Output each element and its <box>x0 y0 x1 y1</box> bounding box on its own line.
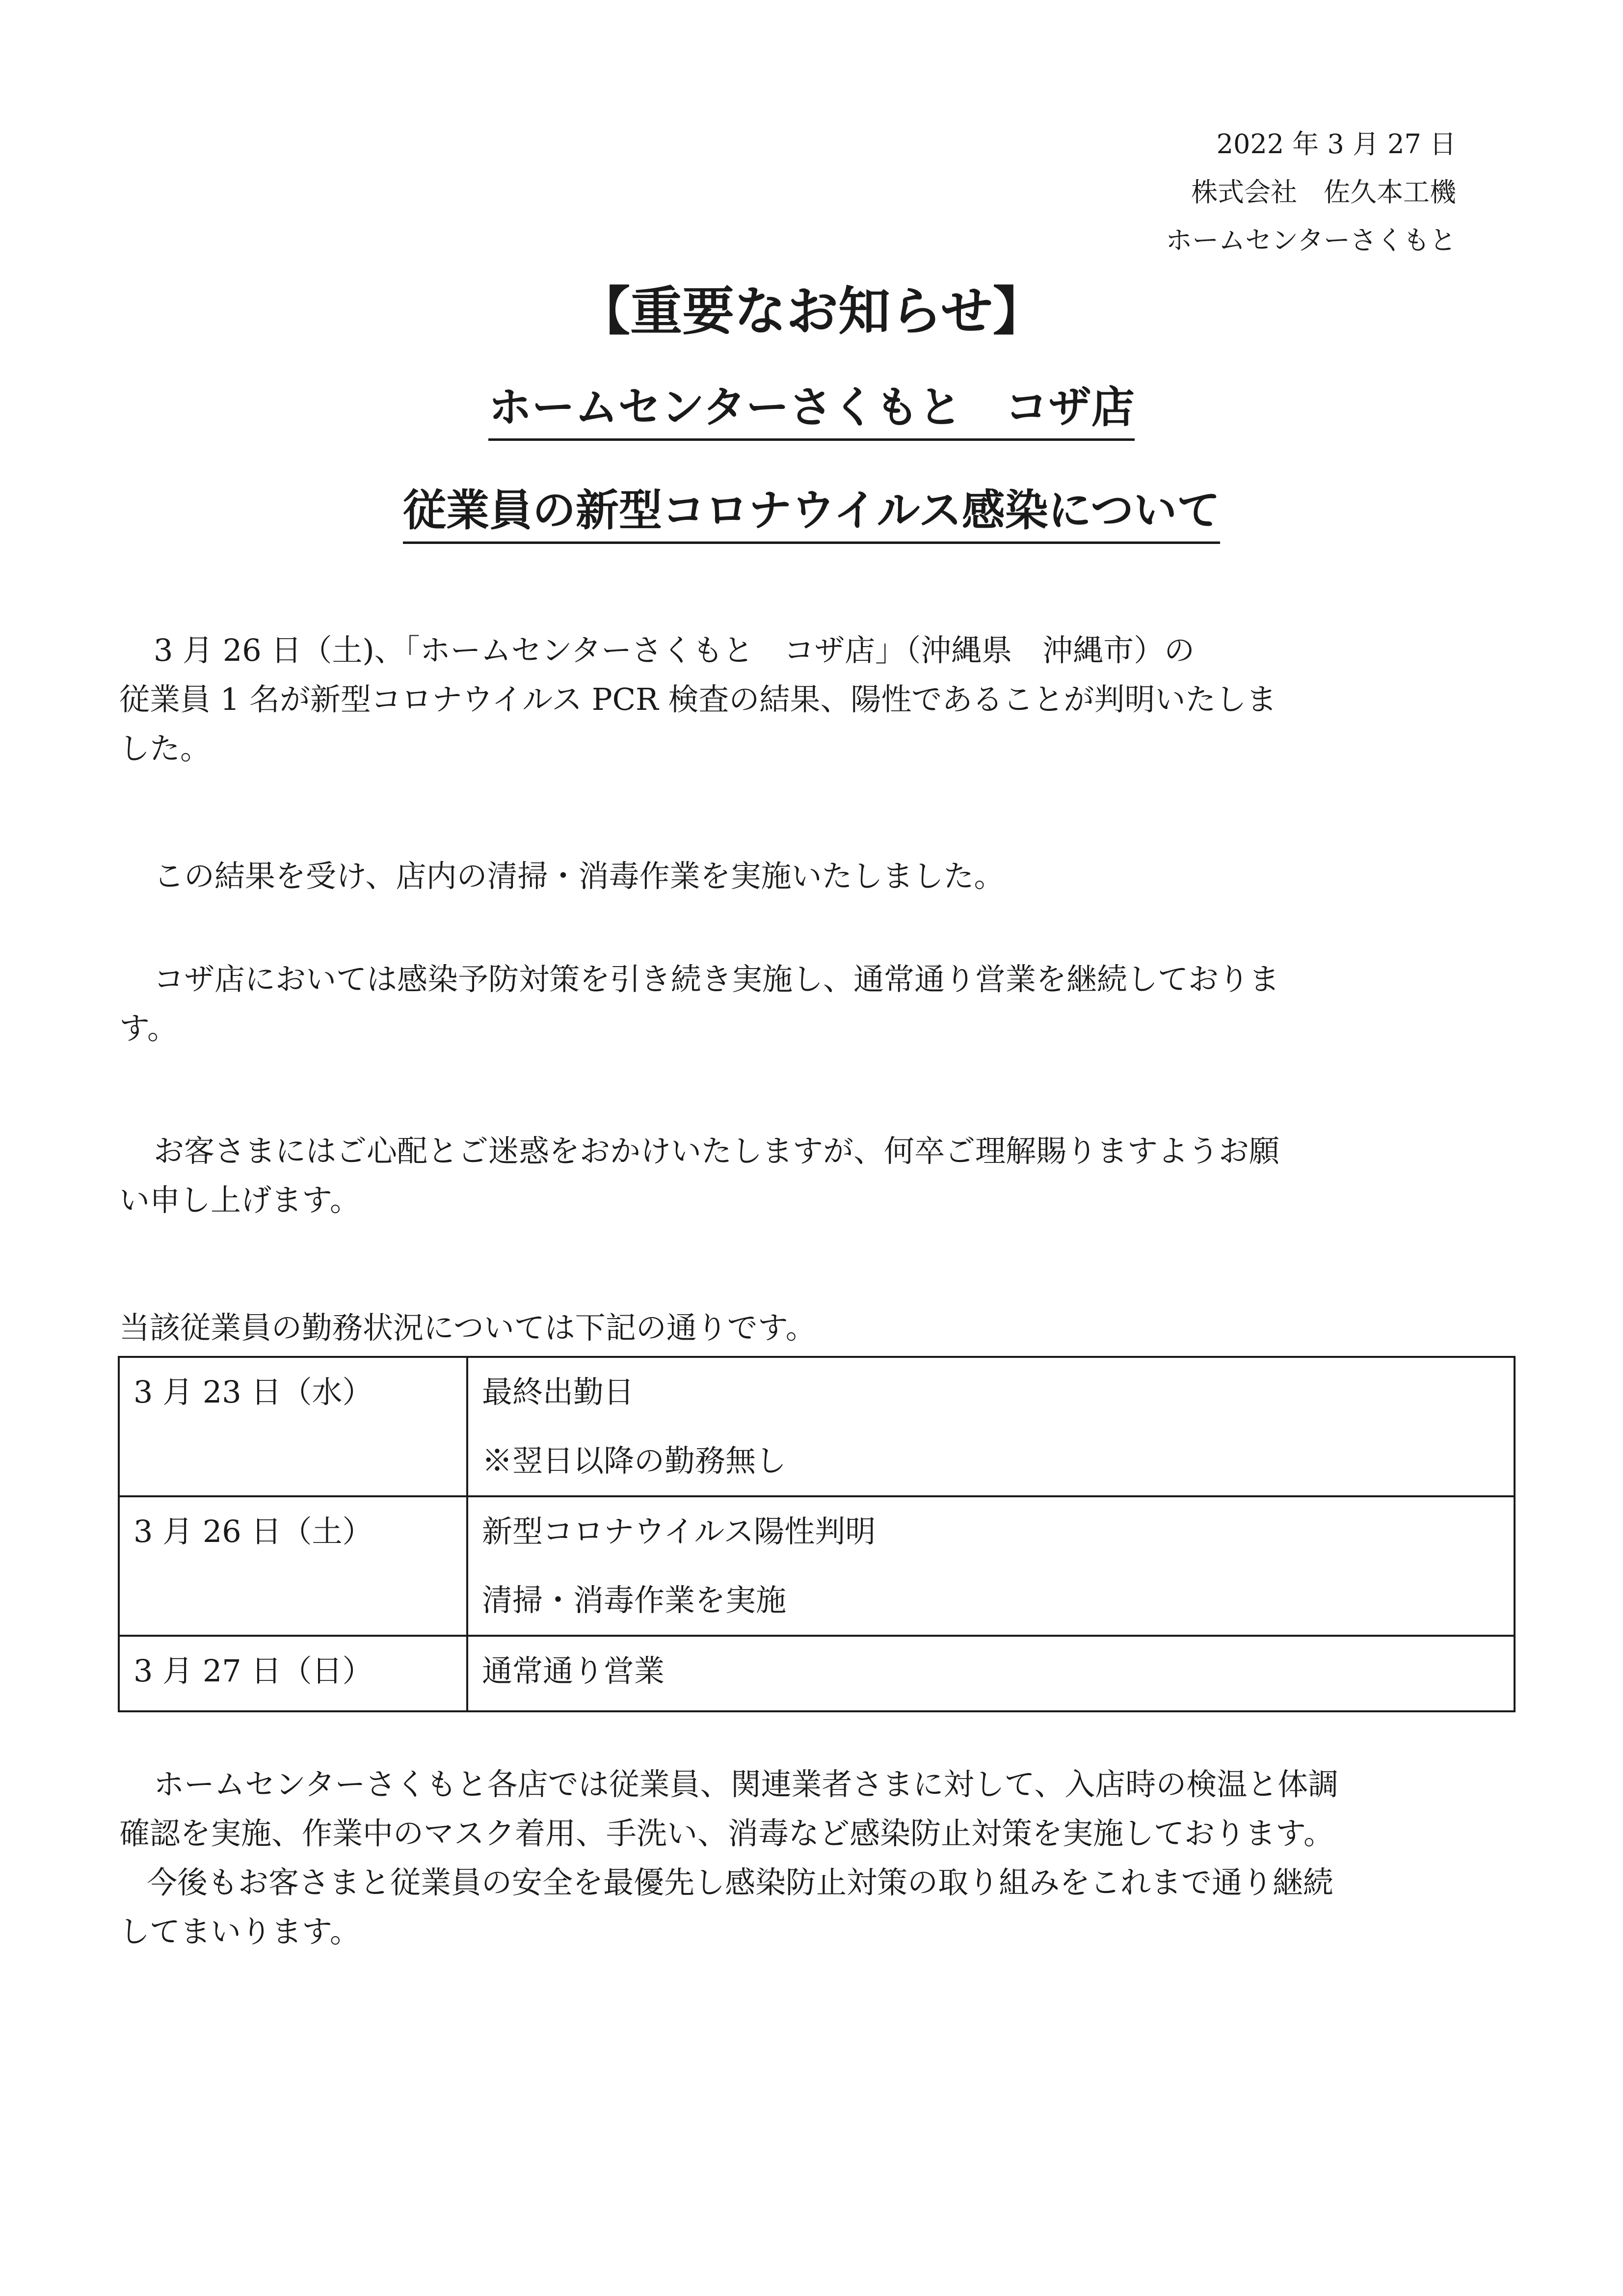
paragraph-line: す。 <box>119 1010 178 1046</box>
table-row <box>119 1496 1515 1636</box>
paragraph-announcement <box>119 626 1523 773</box>
status-line: 通常通り営業 <box>482 1653 665 1689</box>
date-cell: 3 月 26 日（土） <box>119 1496 467 1636</box>
header-info <box>1166 120 1456 265</box>
date-cell: 3 月 23 日（水） <box>119 1357 467 1496</box>
paragraph-line: 従業員 1 名が新型コロナウイルス PCR 検査の結果、陽性であることが判明いたしま <box>119 681 1277 717</box>
subtitle-topic <box>0 484 1623 544</box>
paragraph-line: した。 <box>119 730 211 766</box>
paragraph-line: ホームセンターさくもと各店では従業員、関連業者さまに対して、入店時の検温と体調 <box>154 1766 1339 1802</box>
company-name: 株式会社 佐久本工機 <box>1191 177 1456 208</box>
status-cell <box>467 1357 1515 1496</box>
paragraph-line: お客さまにはご心配とご迷惑をおかけいたしますが、何卒ご理解賜りますようお願 <box>154 1133 1280 1169</box>
status-line: 最終出勤日 <box>482 1374 635 1410</box>
status-line: 清掃・消毒作業を実施 <box>482 1582 787 1618</box>
paragraph-line: この結果を受け、店内の清掃・消毒作業を実施いたしました。 <box>154 858 1005 894</box>
date-cell: 3 月 27 日（日） <box>119 1636 467 1711</box>
work-status-table <box>118 1356 1516 1712</box>
paragraph-line: 当該従業員の勤務状況については下記の通りです。 <box>119 1310 816 1346</box>
subtitle-store-text: ホームセンターさくもと コザ店 <box>488 380 1134 441</box>
subtitle-store <box>0 380 1623 441</box>
status-line: 新型コロナウイルス陽性判明 <box>482 1513 876 1549</box>
status-line: ※翌日以降の勤務無し <box>482 1443 787 1479</box>
paragraph-line: 3 月 26 日（土)、「ホームセンターさくもと コザ店」（沖縄県 沖縄市）の <box>154 632 1195 668</box>
main-title: 【重要なお知らせ】 <box>578 281 1045 342</box>
paragraph-closing <box>119 1760 1523 1956</box>
paragraph-cleaning <box>119 852 1523 901</box>
table-row <box>119 1636 1515 1711</box>
paragraph-line: コザ店においては感染予防対策を引き続き実施し、通常通り営業を継続しておりま <box>154 961 1280 997</box>
table-row <box>119 1357 1515 1496</box>
status-cell <box>467 1496 1515 1636</box>
table-intro <box>119 1303 1523 1352</box>
paragraph-line: 今後もお客さまと従業員の安全を最優先し感染防止対策の取り組みをこれまで通り継続 <box>147 1864 1334 1900</box>
subtitle-topic-text: 従業員の新型コロナウイルス感染について <box>403 484 1220 544</box>
issue-date: 2022 年 3 月 27 日 <box>1216 129 1456 160</box>
paragraph-line: してまいります。 <box>119 1914 361 1949</box>
status-cell <box>467 1636 1515 1711</box>
paragraph-apology <box>119 1127 1523 1225</box>
paragraph-line: い申し上げます。 <box>119 1182 361 1218</box>
paragraph-operation <box>119 955 1523 1053</box>
store-name: ホームセンターさくもと <box>1166 225 1456 256</box>
paragraph-line: 確認を実施、作業中のマスク着用、手洗い、消毒など感染防止対策を実施しております。 <box>119 1815 1334 1851</box>
